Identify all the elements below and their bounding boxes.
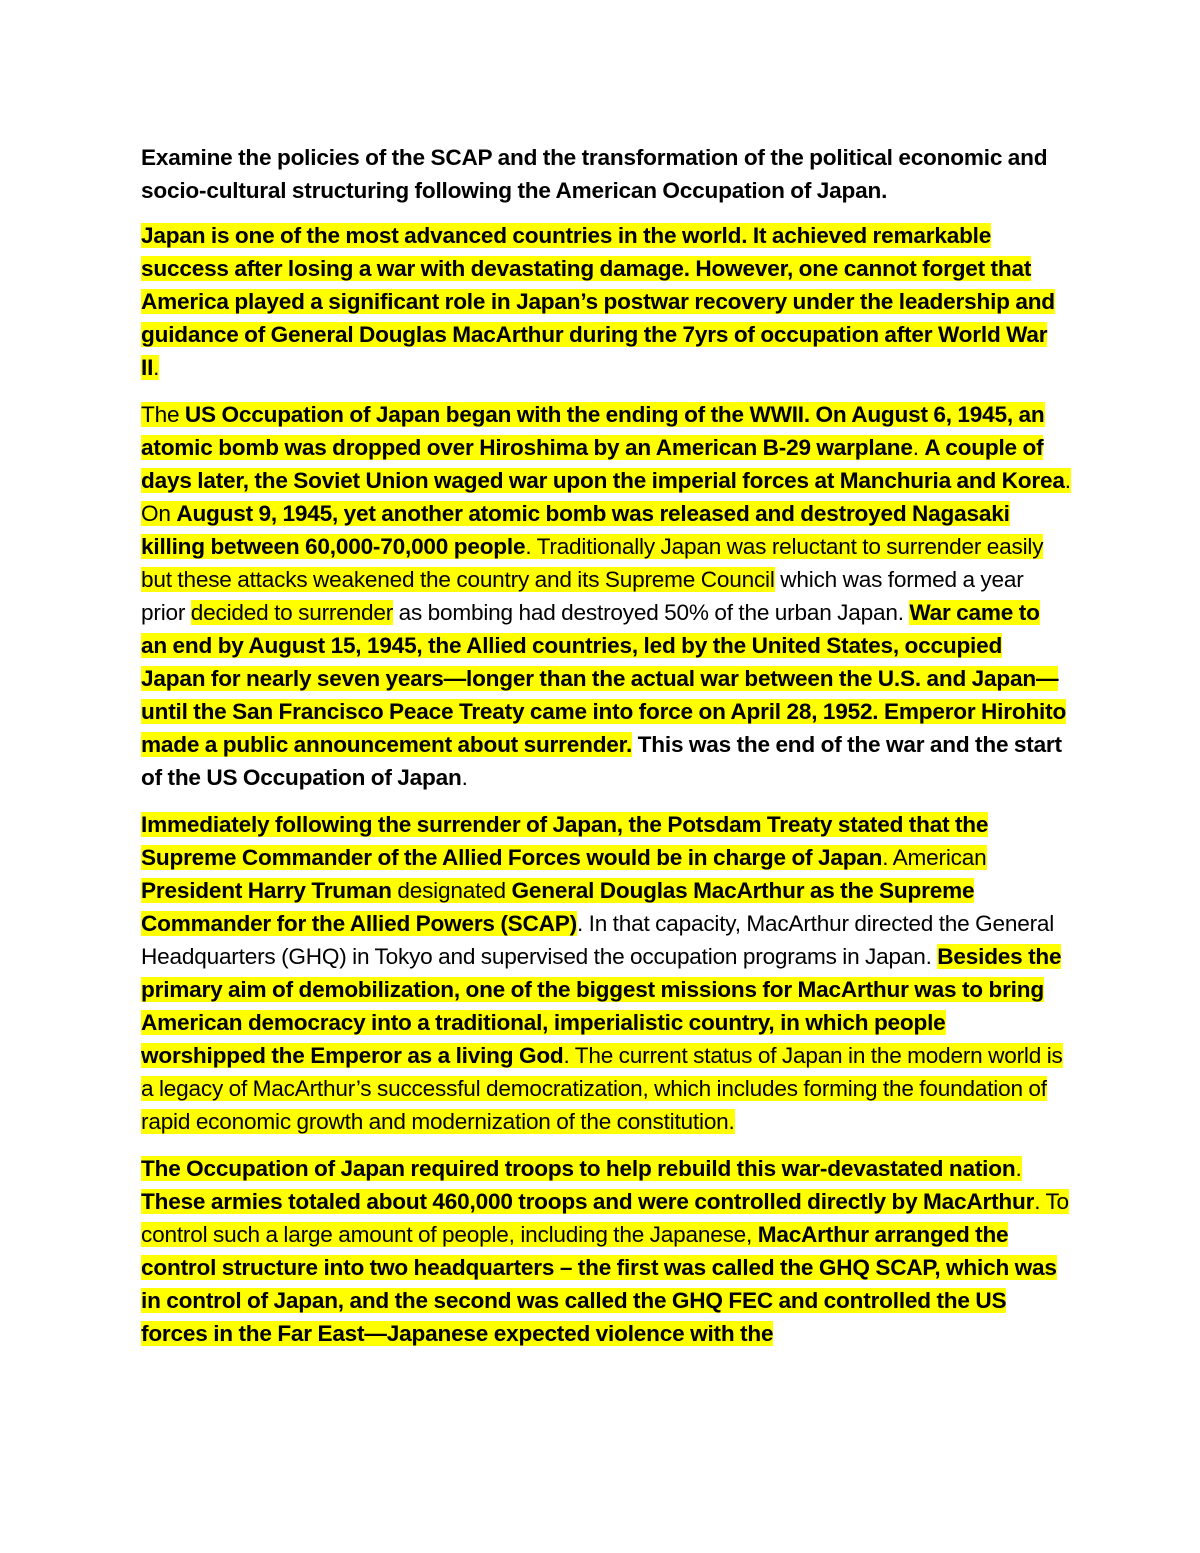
highlighted-text: The: [141, 402, 185, 427]
highlighted-text: MacArthur arranged the control structure into two headquarters – the first was called the GHQ SCAP, which was in control of Japan, and the second was called the GHQ FEC and controlled the US forces in the Far East—Japanese expected violence with the: [141, 1222, 1057, 1346]
highlighted-text: Immediately following the surrender of Japan, the Potsdam Treaty stated that the Supreme Commander of the Allied Forces would be in charge of Japan: [141, 812, 989, 870]
paragraph-us-occupation-began: [141, 398, 1071, 794]
highlighted-text: .: [153, 355, 160, 380]
highlighted-text: August 9, 1945, yet another atomic bomb was released and destroyed Nagasaki killing between 60,000-70,000 people: [141, 501, 1010, 559]
text-run: . In that capacity, MacArthur directed the General Headquarters (GHQ) in Tokyo and supervised the occupation programs in Japan.: [141, 911, 1055, 969]
highlighted-text: designated: [391, 878, 512, 903]
highlighted-text: These armies totaled about 460,000 troops and were controlled directly by MacArthur: [141, 1189, 1035, 1214]
highlighted-text: Besides the primary aim of demobilization, one of the biggest missions for MacArthur was to bring American democracy into a traditional, imperialistic country, in which people worshipped the Emperor as a living God: [141, 944, 1062, 1068]
paragraph-troops: [141, 1152, 1071, 1350]
text-run: which was formed a year prior: [141, 567, 1024, 625]
highlighted-text: The Occupation of Japan required troops to help rebuild this war-devastated nation: [141, 1156, 1016, 1181]
highlighted-text: .: [912, 435, 925, 460]
highlighted-text: Japan is one of the most advanced countries in the world. It achieved remarkable success after losing a war with devastating damage. However, one cannot forget that America played a significant role in Japan’s postwar recovery under the leadership and guidance of General Douglas MacArthur during the 7yrs of occupation after World War II: [141, 223, 1055, 380]
document-body: [141, 141, 1071, 1364]
text-run: This was the end of the war and the start of the US Occupation of Japan: [141, 732, 1062, 790]
highlighted-text: A couple of days later, the Soviet Union waged war upon the imperial forces at Manchuria and Korea: [141, 435, 1065, 493]
document-title: [141, 141, 1071, 207]
text-run: as bombing had destroyed 50% of the urban Japan.: [393, 600, 910, 625]
highlighted-text: . On: [141, 468, 1071, 526]
highlighted-text: . To control such a large amount of people, including the Japanese,: [141, 1189, 1069, 1247]
highlighted-text: War came to an end by August 15, 1945, the Allied countries, led by the United States, occupied Japan for nearly seven years—longer than the actual war between the U.S. and Japan—until the San Francisco Peace Treaty came into force on April 28, 1952. Emperor Hirohito made a public announcement about surrender.: [141, 600, 1067, 757]
highlighted-text: General Douglas MacArthur as the Supreme Commander for the Allied Powers (SCAP): [141, 878, 975, 936]
paragraph-scap-macarthur: [141, 808, 1071, 1138]
highlighted-text: decided to surrender: [190, 600, 394, 625]
paragraph-intro: [141, 219, 1071, 384]
highlighted-text: . The current status of Japan in the modern world is a legacy of MacArthur’s successful democratization, which includes forming the foundation of rapid economic growth and modernization of the constitution.: [141, 1043, 1063, 1134]
highlighted-text: . American: [882, 845, 987, 870]
text-run: Examine the policies of the SCAP and the transformation of the political economic and socio-cultural structuring following the American Occupation of Japan.: [141, 145, 1048, 203]
highlighted-text: US Occupation of Japan began with the ending of the WWII. On August 6, 1945, an atomic bomb was dropped over Hiroshima by an American B-29 warplane: [141, 402, 1045, 460]
text-run: .: [461, 765, 468, 790]
highlighted-text: President Harry Truman: [141, 878, 392, 903]
highlighted-text: . Traditionally Japan was reluctant to surrender easily but these attacks weakened the country and its Supreme Council: [141, 534, 1044, 592]
highlighted-text: .: [1015, 1156, 1022, 1181]
